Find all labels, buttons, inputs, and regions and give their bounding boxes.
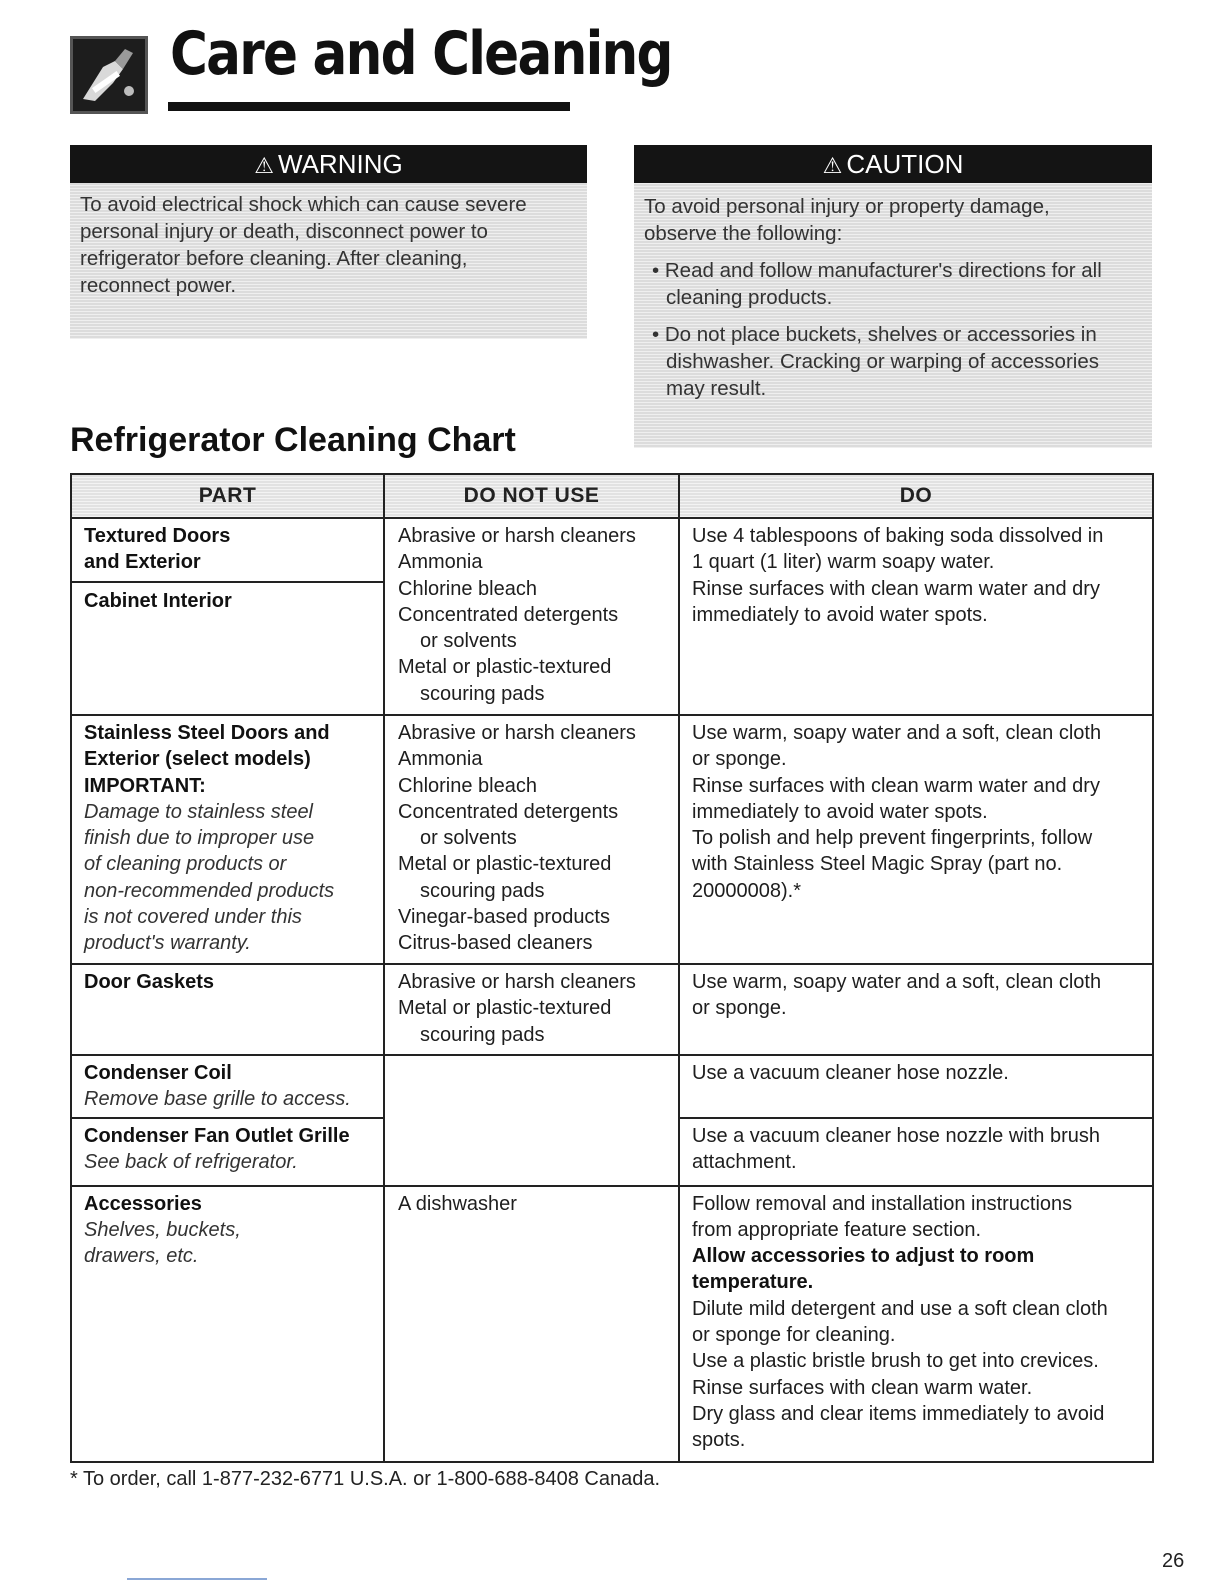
part-cell: Textured Doors and Exterior Cabinet Interior xyxy=(71,518,384,715)
table-row xyxy=(71,518,1153,715)
caution-triangle-icon: ⚠ xyxy=(822,153,843,178)
important-label: IMPORTANT: xyxy=(84,774,206,797)
warning-box xyxy=(70,145,587,339)
table-row xyxy=(71,1055,1153,1118)
warning-text xyxy=(70,183,587,339)
caution-bullet: • Do not place buckets, shelves or accessories in xyxy=(644,321,1142,348)
caution-text xyxy=(634,183,1152,448)
part-cell: Accessories Shelves, buckets, drawers, etc. xyxy=(71,1186,384,1462)
warning-line: To avoid electrical shock which can cause severe xyxy=(80,193,527,216)
do-not-use-cell: Abrasive or harsh cleaners Metal or plastic-textured scouring pads xyxy=(384,964,679,1055)
warning-line: personal injury or death, disconnect power to xyxy=(80,220,488,243)
table-row xyxy=(71,715,1153,964)
caution-box xyxy=(634,145,1152,448)
header-do-not-use: DO NOT USE xyxy=(384,474,679,518)
do-cell: Use a vacuum cleaner hose nozzle with brush attachment. xyxy=(679,1118,1153,1186)
do-cell: Use 4 tablespoons of baking soda dissolved in 1 quart (1 liter) warm soapy water. Rinse surfaces with clean warm water and dry immediately to avoid water spots. xyxy=(679,518,1153,715)
warning-triangle-icon: ⚠ xyxy=(254,153,275,178)
page-number: 26 xyxy=(1162,1550,1185,1572)
header-do: DO xyxy=(679,474,1153,518)
caution-line: dishwasher. Cracking or warping of accessories xyxy=(666,350,1099,373)
do-not-use-cell: Abrasive or harsh cleaners Ammonia Chlorine bleach Concentrated detergents or solvents Metal or plastic-textured scouring pads Vinegar-based products Citrus-based cleaners xyxy=(384,715,679,964)
do-cell: Use a vacuum cleaner hose nozzle. xyxy=(679,1055,1153,1118)
caution-line: may result. xyxy=(666,377,767,400)
title-underline xyxy=(168,102,570,111)
bottom-rule xyxy=(127,1578,267,1580)
header-part: PART xyxy=(71,474,384,518)
cleaning-spray-icon xyxy=(70,36,148,114)
table-row xyxy=(71,1186,1153,1462)
do-cell: Use warm, soapy water and a soft, clean cloth or sponge. xyxy=(679,964,1153,1055)
cleaning-chart-table xyxy=(70,473,1154,1463)
caution-label: CAUTION xyxy=(846,149,964,179)
part-name: Cabinet Interior xyxy=(84,589,232,612)
page-title: Care and Cleaning xyxy=(170,19,672,89)
part-cell: Condenser Fan Outlet Grille See back of refrigerator. xyxy=(71,1118,384,1186)
warning-line: refrigerator before cleaning. After cleaning, xyxy=(80,247,468,270)
part-cell: Door Gaskets xyxy=(71,964,384,1055)
part-cell: Stainless Steel Doors and Exterior (select models) IMPORTANT: Damage to stainless steel finish due to improper use of cleaning products or non-recommended products is not covered under this product's warranty. xyxy=(71,715,384,964)
warning-header xyxy=(70,145,587,183)
do-not-use-cell: Abrasive or harsh cleaners Ammonia Chlorine bleach Concentrated detergents or solvents Metal or plastic-textured scouring pads xyxy=(384,518,679,715)
footnote: * To order, call 1-877-232-6771 U.S.A. or 1-800-688-8408 Canada. xyxy=(70,1468,661,1490)
warning-label: WARNING xyxy=(278,149,403,179)
part-cell: Condenser Coil Remove base grille to access. xyxy=(71,1055,384,1118)
do-cell: Follow removal and installation instructions from appropriate feature section. Allow accessories to adjust to room temperature. Dilute mild detergent and use a soft clean cloth or sponge for cleaning. Use a plastic bristle brush to get into crevices. Rinse surfaces with clean warm water. Dry glass and clear items immediately to avoid spots. xyxy=(679,1186,1153,1462)
do-not-use-cell xyxy=(384,1055,679,1186)
do-not-use-cell: A dishwasher xyxy=(384,1186,679,1462)
caution-line: observe the following: xyxy=(644,222,843,245)
caution-header xyxy=(634,145,1152,183)
chart-title: Refrigerator Cleaning Chart xyxy=(70,421,516,459)
caution-line: cleaning products. xyxy=(666,286,833,309)
table-row xyxy=(71,964,1153,1055)
table-header-row xyxy=(71,474,1153,518)
caution-line: To avoid personal injury or property damage, xyxy=(644,195,1050,218)
do-cell: Use warm, soapy water and a soft, clean cloth or sponge. Rinse surfaces with clean warm water and dry immediately to avoid water spots. To polish and help prevent fingerprints, follow with Stainless Steel Magic Spray (part no. 20000008).* xyxy=(679,715,1153,964)
warning-line: reconnect power. xyxy=(80,274,237,297)
caution-bullet: • Read and follow manufacturer's directions for all xyxy=(644,257,1142,284)
